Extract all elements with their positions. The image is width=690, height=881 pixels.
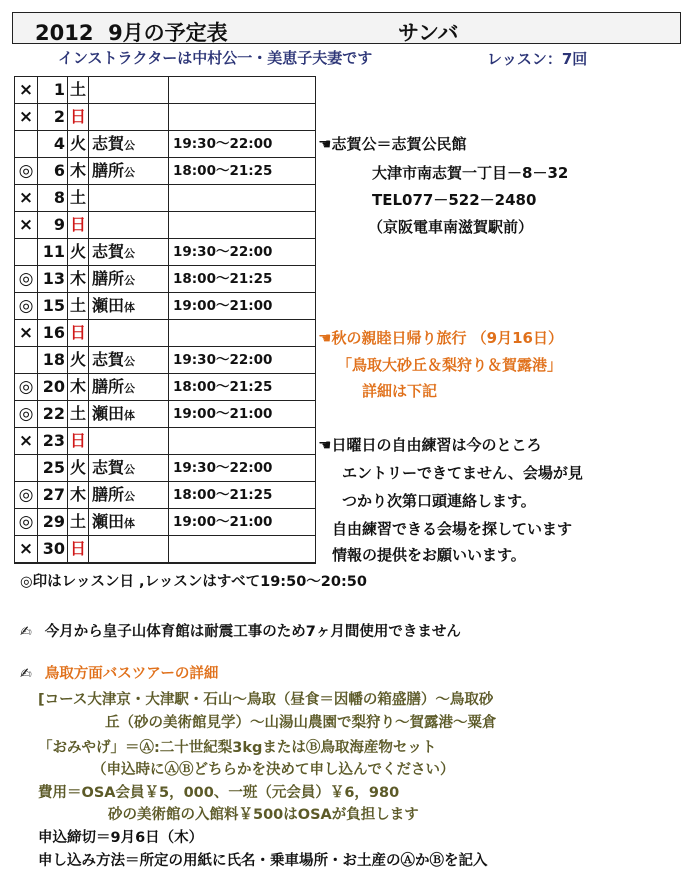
venue-name: 膳所 — [92, 161, 125, 180]
venue-note-line: ☚志賀公＝志賀公民館 — [318, 135, 467, 153]
schedule-mark — [15, 239, 38, 265]
schedule-row — [15, 239, 315, 266]
schedule-mark: ◎ — [15, 293, 38, 319]
schedule-day: 6 — [38, 158, 68, 184]
trip-note-line: 詳細は下記 — [362, 382, 438, 400]
schedule-day: 25 — [38, 455, 68, 481]
schedule-row — [15, 104, 315, 131]
schedule-time — [169, 104, 315, 130]
schedule-venue — [89, 77, 169, 103]
schedule-day: 27 — [38, 482, 68, 508]
schedule-weekday: 火 — [68, 239, 89, 265]
schedule-day: 15 — [38, 293, 68, 319]
tour-deadline: 申込締切＝9月6日（木） — [38, 830, 204, 846]
schedule-mark: × — [15, 104, 38, 130]
practice-note-line: エントリーできてません、会場が見 — [342, 464, 583, 482]
schedule-time — [169, 320, 315, 346]
schedule-mark: ◎ — [15, 158, 38, 184]
schedule-venue — [89, 455, 169, 481]
schedule-day: 11 — [38, 239, 68, 265]
schedule-time: 19:00～21:00 — [173, 514, 273, 530]
tour-course: 丘（砂の美術館見学）～山湯山農園で梨狩り～賀露港～粟倉 — [105, 715, 497, 731]
schedule-venue — [89, 347, 169, 373]
venue-type: 公 — [124, 139, 136, 152]
schedule-time: 18:00～21:25 — [173, 379, 273, 395]
schedule-mark: ◎ — [15, 401, 38, 427]
schedule-venue — [89, 212, 169, 238]
venue-note-line: TEL077－522－2480 — [372, 191, 537, 209]
schedule-mark — [15, 347, 38, 373]
schedule-time: 19:00～21:00 — [173, 298, 273, 314]
venue-name: 志賀 — [92, 350, 125, 369]
schedule-mark — [15, 455, 38, 481]
schedule-venue — [89, 374, 169, 400]
schedule-row — [15, 509, 315, 536]
venue-type: 公 — [124, 382, 136, 395]
schedule-row — [15, 374, 315, 401]
schedule-weekday: 土 — [68, 77, 89, 103]
schedule-day: 23 — [38, 428, 68, 454]
tour-course: [コース大津京・大津駅・石山～鳥取（昼食＝因幡の箱盛膳）～鳥取砂 — [38, 692, 494, 708]
gym-notice-text: 今月から皇子山体育館は耐震工事のため7ヶ月間使用できません — [44, 624, 461, 640]
venue-note-line: （京阪電車南滋賀駅前） — [368, 218, 534, 236]
schedule-row — [15, 428, 315, 455]
schedule-row — [15, 185, 315, 212]
schedule-venue — [89, 293, 169, 319]
practice-note-line: 自由練習できる会場を探しています — [332, 520, 573, 538]
schedule-time: 18:00～21:25 — [173, 487, 273, 503]
schedule-venue — [89, 509, 169, 535]
schedule-time: 18:00～21:25 — [173, 163, 273, 179]
schedule-day: 13 — [38, 266, 68, 292]
schedule-day: 29 — [38, 509, 68, 535]
schedule-row — [15, 455, 315, 482]
page-title: 2012 9月の予定表 — [35, 21, 228, 45]
header-box — [12, 12, 681, 44]
schedule-row — [15, 347, 315, 374]
pencil-hand-icon: ✍ — [20, 666, 32, 682]
schedule-mark: × — [15, 428, 38, 454]
venue-type: 体 — [124, 517, 136, 530]
schedule-venue — [89, 185, 169, 211]
dance-style: サンバ — [398, 21, 459, 45]
schedule-row — [15, 158, 315, 185]
venue-note-line: 大津市南志賀一丁目－8－32 — [372, 164, 569, 182]
tour-method: 申し込み方法＝所定の用紙に氏名・乗車場所・お土産のⒶかⒷを記入 — [38, 853, 488, 869]
schedule-day: 22 — [38, 401, 68, 427]
tour-gift: （申込時にⒶⒷどちらかを決めて申し込んでください） — [92, 762, 455, 778]
venue-name: 膳所 — [92, 485, 125, 504]
schedule-time: 19:30～22:00 — [173, 136, 273, 152]
venue-type: 公 — [124, 166, 136, 179]
tour-heading: 鳥取方面バスツアーの詳細 — [44, 666, 219, 682]
tour-gift: 「おみやげ」＝Ⓐ:二十世紀梨3kgまたはⒷ鳥取海産物セット — [38, 740, 437, 756]
schedule-weekday: 木 — [68, 158, 89, 184]
schedule-day: 18 — [38, 347, 68, 373]
schedule-row — [15, 212, 315, 239]
practice-note-line: ☚日曜日の自由練習は今のところ — [318, 436, 542, 454]
trip-note-line: ☚秋の親睦日帰り旅行 （9月16日） — [318, 329, 563, 347]
trip-note-line: 「鳥取大砂丘＆梨狩り＆賀露港」 — [337, 356, 563, 374]
schedule-mark: ◎ — [15, 482, 38, 508]
venue-name: 志賀 — [92, 458, 125, 477]
schedule-day: 2 — [38, 104, 68, 130]
schedule-row — [15, 536, 315, 563]
schedule-day: 9 — [38, 212, 68, 238]
venue-type: 公 — [124, 247, 136, 260]
tour-fee: 費用＝OSA会員￥5，000、一班（元会員）￥6，980 — [38, 785, 400, 801]
lesson-count: レッスン：7回 — [487, 50, 588, 68]
schedule-day: 1 — [38, 77, 68, 103]
tour-fee: 砂の美術館の入館料￥500はOSAが負担します — [108, 807, 419, 823]
legend: ◎印はレッスン日 ,レッスンはすべて19:50～20:50 — [20, 574, 367, 590]
schedule-row — [15, 293, 315, 320]
schedule-row — [15, 77, 315, 104]
schedule-time: 19:00～21:00 — [173, 406, 273, 422]
schedule-venue — [89, 482, 169, 508]
schedule-mark: ◎ — [15, 509, 38, 535]
schedule-row — [15, 482, 315, 509]
schedule-weekday: 木 — [68, 266, 89, 292]
schedule-row — [15, 266, 315, 293]
venue-name: 瀬田 — [92, 512, 125, 531]
schedule-venue — [89, 158, 169, 184]
venue-type: 公 — [124, 490, 136, 503]
pencil-hand-icon: ✍ — [20, 624, 32, 640]
schedule-mark: × — [15, 212, 38, 238]
schedule-row — [15, 131, 315, 158]
schedule-day: 4 — [38, 131, 68, 157]
schedule-weekday: 木 — [68, 374, 89, 400]
schedule-weekday: 土 — [68, 509, 89, 535]
schedule-time: 19:30～22:00 — [173, 460, 273, 476]
schedule-time: 19:30～22:00 — [173, 244, 273, 260]
venue-name: 膳所 — [92, 269, 125, 288]
schedule-venue — [89, 239, 169, 265]
schedule-mark: × — [15, 320, 38, 346]
schedule-mark: × — [15, 77, 38, 103]
schedule-time: 19:30～22:00 — [173, 352, 273, 368]
schedule-mark: ◎ — [15, 374, 38, 400]
venue-type: 公 — [124, 355, 136, 368]
schedule-weekday: 火 — [68, 455, 89, 481]
schedule-weekday: 木 — [68, 482, 89, 508]
schedule-mark: ◎ — [15, 266, 38, 292]
schedule-weekday: 日 — [68, 320, 89, 346]
gym-notice — [20, 620, 461, 641]
schedule-time: 18:00～21:25 — [173, 271, 273, 287]
venue-name: 膳所 — [92, 377, 125, 396]
schedule-day: 20 — [38, 374, 68, 400]
venue-type: 体 — [124, 409, 136, 422]
venue-type: 体 — [124, 301, 136, 314]
schedule-weekday: 火 — [68, 131, 89, 157]
schedule-venue — [89, 104, 169, 130]
venue-type: 公 — [124, 463, 136, 476]
practice-note-line: 情報の提供をお願いいます。 — [332, 546, 526, 564]
venue-name: 瀬田 — [92, 404, 125, 423]
schedule-weekday: 日 — [68, 428, 89, 454]
schedule-venue — [89, 428, 169, 454]
venue-name: 志賀 — [92, 242, 125, 261]
venue-name: 瀬田 — [92, 296, 125, 315]
schedule-weekday: 日 — [68, 104, 89, 130]
schedule-time — [169, 77, 315, 103]
schedule-day: 8 — [38, 185, 68, 211]
schedule-row — [15, 320, 315, 347]
schedule-venue — [89, 536, 169, 562]
schedule-mark: × — [15, 185, 38, 211]
schedule-weekday: 土 — [68, 185, 89, 211]
schedule-venue — [89, 131, 169, 157]
schedule-row — [15, 401, 315, 428]
tour-heading-row — [20, 662, 218, 683]
schedule-weekday: 土 — [68, 401, 89, 427]
schedule-table — [14, 76, 316, 564]
schedule-venue — [89, 320, 169, 346]
schedule-venue — [89, 266, 169, 292]
schedule-day: 16 — [38, 320, 68, 346]
schedule-time — [169, 536, 315, 562]
schedule-mark — [15, 131, 38, 157]
schedule-time — [169, 212, 315, 238]
schedule-time — [169, 428, 315, 454]
schedule-day: 30 — [38, 536, 68, 562]
schedule-time — [169, 185, 315, 211]
instructor-line: インストラクターは中村公一・美恵子夫妻です — [58, 49, 373, 67]
practice-note-line: つかり次第口頭連絡します。 — [342, 492, 536, 510]
venue-type: 公 — [124, 274, 136, 287]
schedule-weekday: 火 — [68, 347, 89, 373]
schedule-weekday: 土 — [68, 293, 89, 319]
schedule-mark: × — [15, 536, 38, 562]
schedule-weekday: 日 — [68, 212, 89, 238]
schedule-weekday: 日 — [68, 536, 89, 562]
schedule-venue — [89, 401, 169, 427]
venue-name: 志賀 — [92, 134, 125, 153]
